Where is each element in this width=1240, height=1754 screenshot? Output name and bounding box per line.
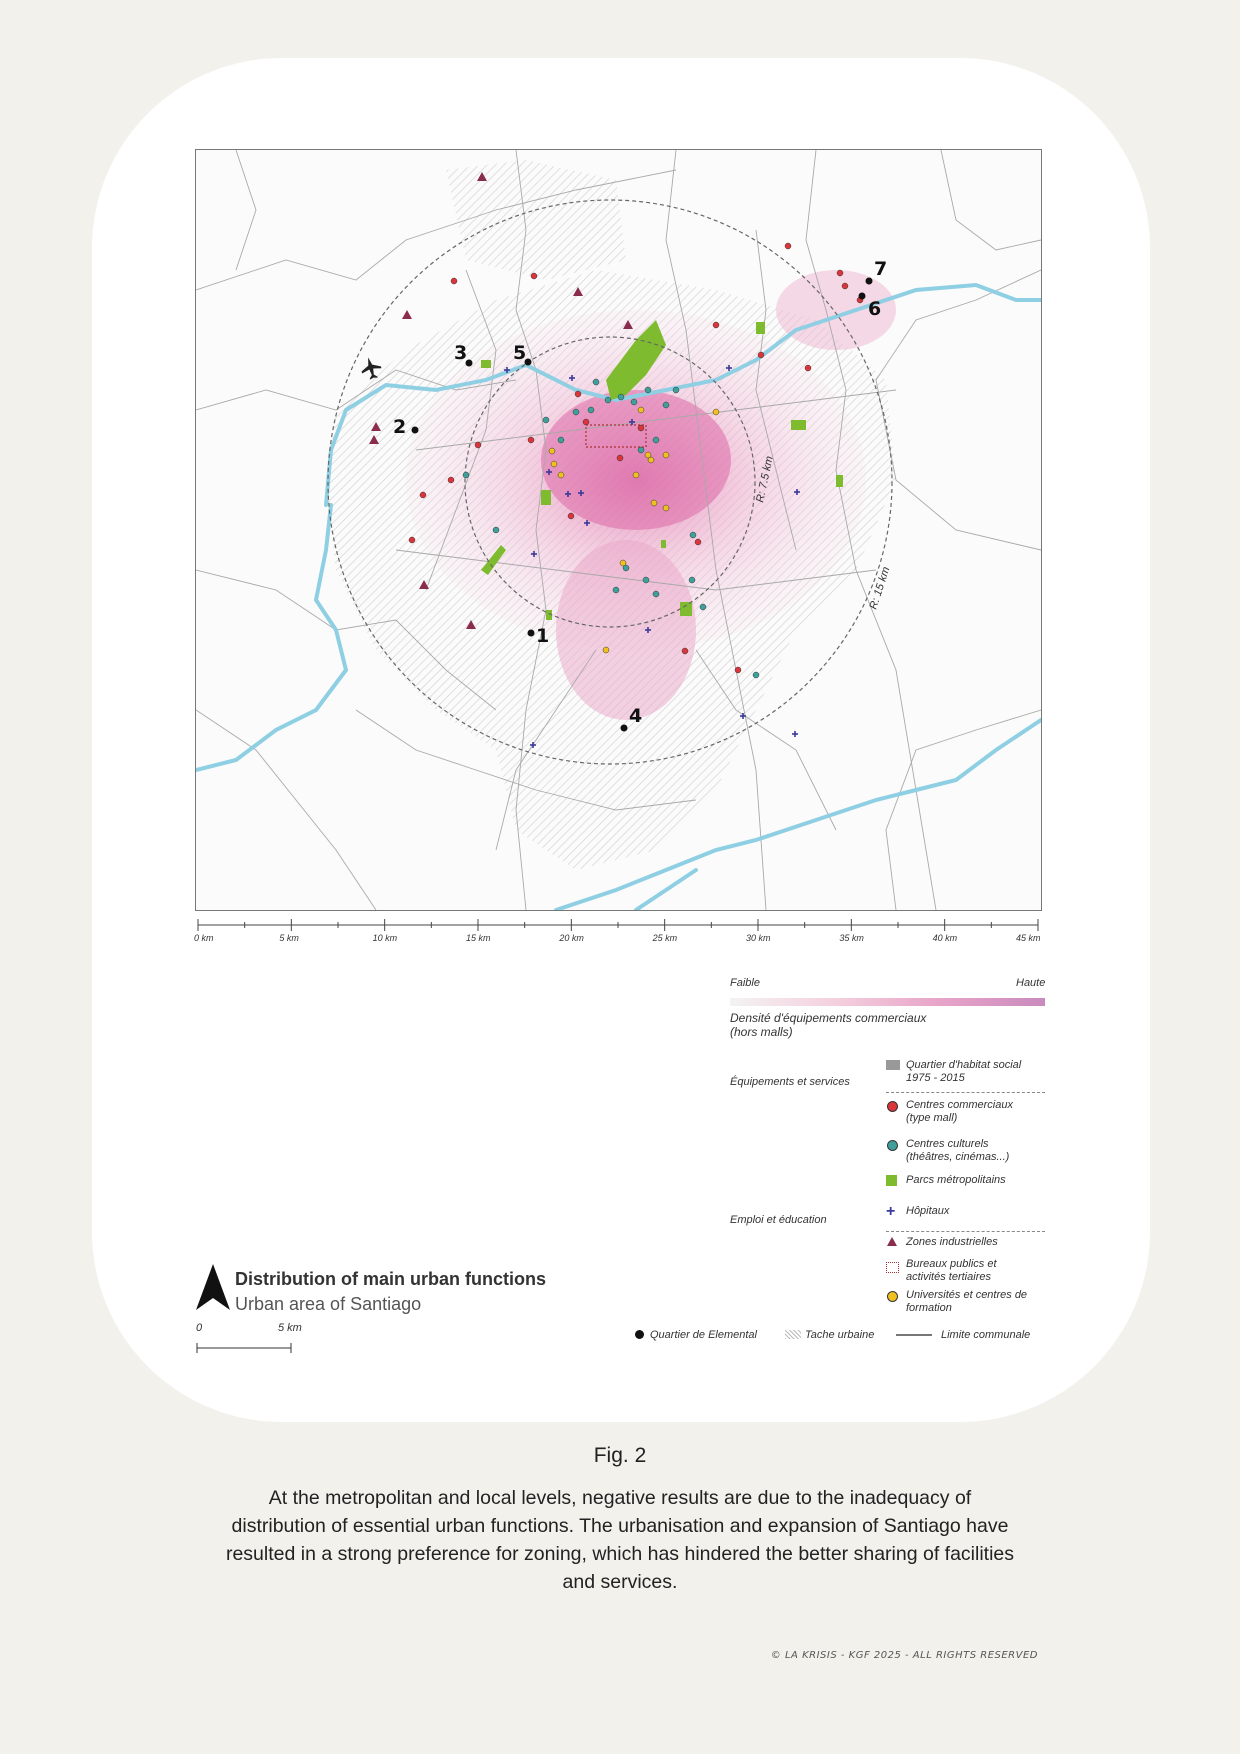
university [645,452,651,458]
map-subtitle: Urban area of Santiago [235,1294,422,1314]
scale-tick-label: 35 km [839,933,864,943]
commercial-center [785,243,791,249]
site-label-1: 1 [536,625,550,647]
commercial-swatch [887,1101,898,1112]
santiago-map [195,149,1042,911]
urban-patch-north [446,160,626,280]
university [620,560,626,566]
industrial-zone [402,310,412,319]
legend-universities: Universités et centres de [906,1289,1028,1301]
cultural-center [638,447,644,453]
legend-offices: Bureaux publics et [906,1258,997,1270]
cultural-center [613,587,619,593]
legend-universities-note: formation [906,1302,952,1314]
legend-group-employment: Emploi et éducation [730,1214,827,1226]
university [663,452,669,458]
legend-social-housing-years: 1975 - 2015 [906,1072,965,1084]
mini-scale-five: 5 km [278,1322,302,1334]
site-label-3: 3 [454,342,468,364]
figure-caption: At the metropolitan and local levels, negative results are due to the inadequacy of distribution of essential urban functions. The urbanisation and expansion of Santiago have resulted in a strong preference for zoning, which has hindered the better sharing of facilities and services. [225,1487,1015,1593]
legend-parks: Parcs métropolitains [906,1174,1006,1186]
radius-outer-label: R: 15 km [867,565,893,611]
commercial-center [695,539,701,545]
commercial-center [575,391,581,397]
cultural-center [593,379,599,385]
cultural-center [689,577,695,583]
commercial-center [842,283,848,289]
cultural-center [663,402,669,408]
cultural-swatch [887,1140,898,1151]
site-label-6: 6 [868,298,882,320]
university-swatch [887,1291,898,1302]
commercial-center [837,270,843,276]
legend-separator [886,1092,1045,1093]
cultural-center [645,387,651,393]
scale-tick-label: 40 km [932,933,958,943]
university [603,647,609,653]
density-title: Densité d'équipements commerciaux [730,1011,927,1025]
legend-offices-note: activités tertiaires [906,1271,991,1283]
cultural-center [690,532,696,538]
cultural-center [558,437,564,443]
park-swatch [886,1175,897,1186]
cultural-center [618,394,624,400]
site-label-5: 5 [513,342,527,364]
legend-commercial-note: (type mall) [906,1112,958,1124]
legend-cultural: Centres culturels [906,1138,989,1150]
commercial-center [531,273,537,279]
elemental-site [621,725,628,732]
legend-cultural-note: (théâtres, cinémas...) [906,1151,1010,1163]
legend-separator [886,1231,1045,1232]
cultural-center [573,409,579,415]
elemental-site [866,278,873,285]
social-housing-swatch [886,1060,900,1070]
legend-elemental: Quartier de Elemental [650,1329,757,1341]
cultural-center [700,604,706,610]
river-maipo-branch [636,870,696,910]
copyright-notice: © LA KRISIS - KGF 2025 - ALL RIGHTS RESERVED [770,1650,1038,1661]
density-low-label: Faible [730,977,760,989]
cultural-center [643,577,649,583]
legend-group-equipment: Équipements et services [730,1076,850,1088]
cultural-center [588,407,594,413]
elemental-swatch [635,1330,644,1339]
park [836,475,843,487]
site-label-2: 2 [393,416,407,438]
cultural-center [493,527,499,533]
cultural-center [605,397,611,403]
density-high-label: Haute [1016,977,1046,989]
commercial-center [758,352,764,358]
cultural-center [463,472,469,478]
scale-tick-label: 5 km [279,933,299,943]
commercial-center [682,648,688,654]
map-title: Distribution of main urban functions [235,1269,546,1289]
university [549,448,555,454]
commune-limit-swatch [896,1334,932,1336]
commercial-center [583,419,589,425]
offices-swatch [886,1262,899,1273]
scale-tick-label: 30 km [746,933,771,943]
legend-social-housing: Quartier d'habitat social [906,1059,1022,1071]
commercial-center [475,442,481,448]
university [638,407,644,413]
commercial-center [448,477,454,483]
commercial-center [638,425,644,431]
figure-number: Fig. 2 [593,1444,647,1467]
park [481,360,491,368]
river-west [196,505,346,770]
map-scale-bar [190,915,1045,945]
commercial-center [568,513,574,519]
site-label-4: 4 [629,705,643,727]
density-gradient-bar [730,998,1045,1006]
legend-commercial: Centres commerciaux [906,1099,1013,1111]
mini-scale-bar [196,1322,306,1358]
radius-inner-label: R: 7.5 km [754,455,776,504]
legend-industrial: Zones industrielles [906,1236,998,1248]
density-note: (hors malls) [730,1025,793,1039]
commercial-center [617,455,623,461]
commercial-center [805,365,811,371]
university [558,472,564,478]
university [663,505,669,511]
university [713,409,719,415]
scale-tick-label: 10 km [372,933,398,943]
scale-tick-label: 25 km [652,933,678,943]
scale-tick-label: 45 km [1016,933,1041,943]
park [756,322,765,334]
hospital-icon: + [886,1203,896,1220]
elemental-site [528,630,535,637]
university [551,461,557,467]
commercial-center [735,667,741,673]
site-label-7: 7 [874,258,888,280]
urban-patch-swatch [785,1330,801,1339]
university [651,500,657,506]
legend-hospitals: Hôpitaux [906,1205,950,1217]
commercial-center [451,278,457,284]
scale-tick-label: 0 km [194,933,214,943]
legend-commune-limit: Limite communale [941,1329,1031,1341]
park [541,490,551,505]
commercial-center [409,537,415,543]
map-legend [620,975,1045,1345]
park [791,420,806,430]
cultural-center [653,591,659,597]
industrial-icon [887,1237,897,1246]
mini-scale-zero: 0 [196,1322,203,1334]
park [661,540,666,548]
cultural-center [653,437,659,443]
commercial-center [420,492,426,498]
legend-urban-patch: Tache urbaine [805,1329,875,1341]
scale-tick-label: 20 km [559,933,584,943]
cultural-center [543,417,549,423]
cultural-center [753,672,759,678]
cultural-center [673,387,679,393]
hospital [792,731,798,737]
commercial-center [528,437,534,443]
north-arrow-icon [196,1264,230,1310]
park [680,602,692,616]
elemental-site [412,427,419,434]
university [633,472,639,478]
scale-tick-label: 15 km [466,933,491,943]
commercial-center [713,322,719,328]
elemental-site [859,293,866,300]
cultural-center [631,399,637,405]
